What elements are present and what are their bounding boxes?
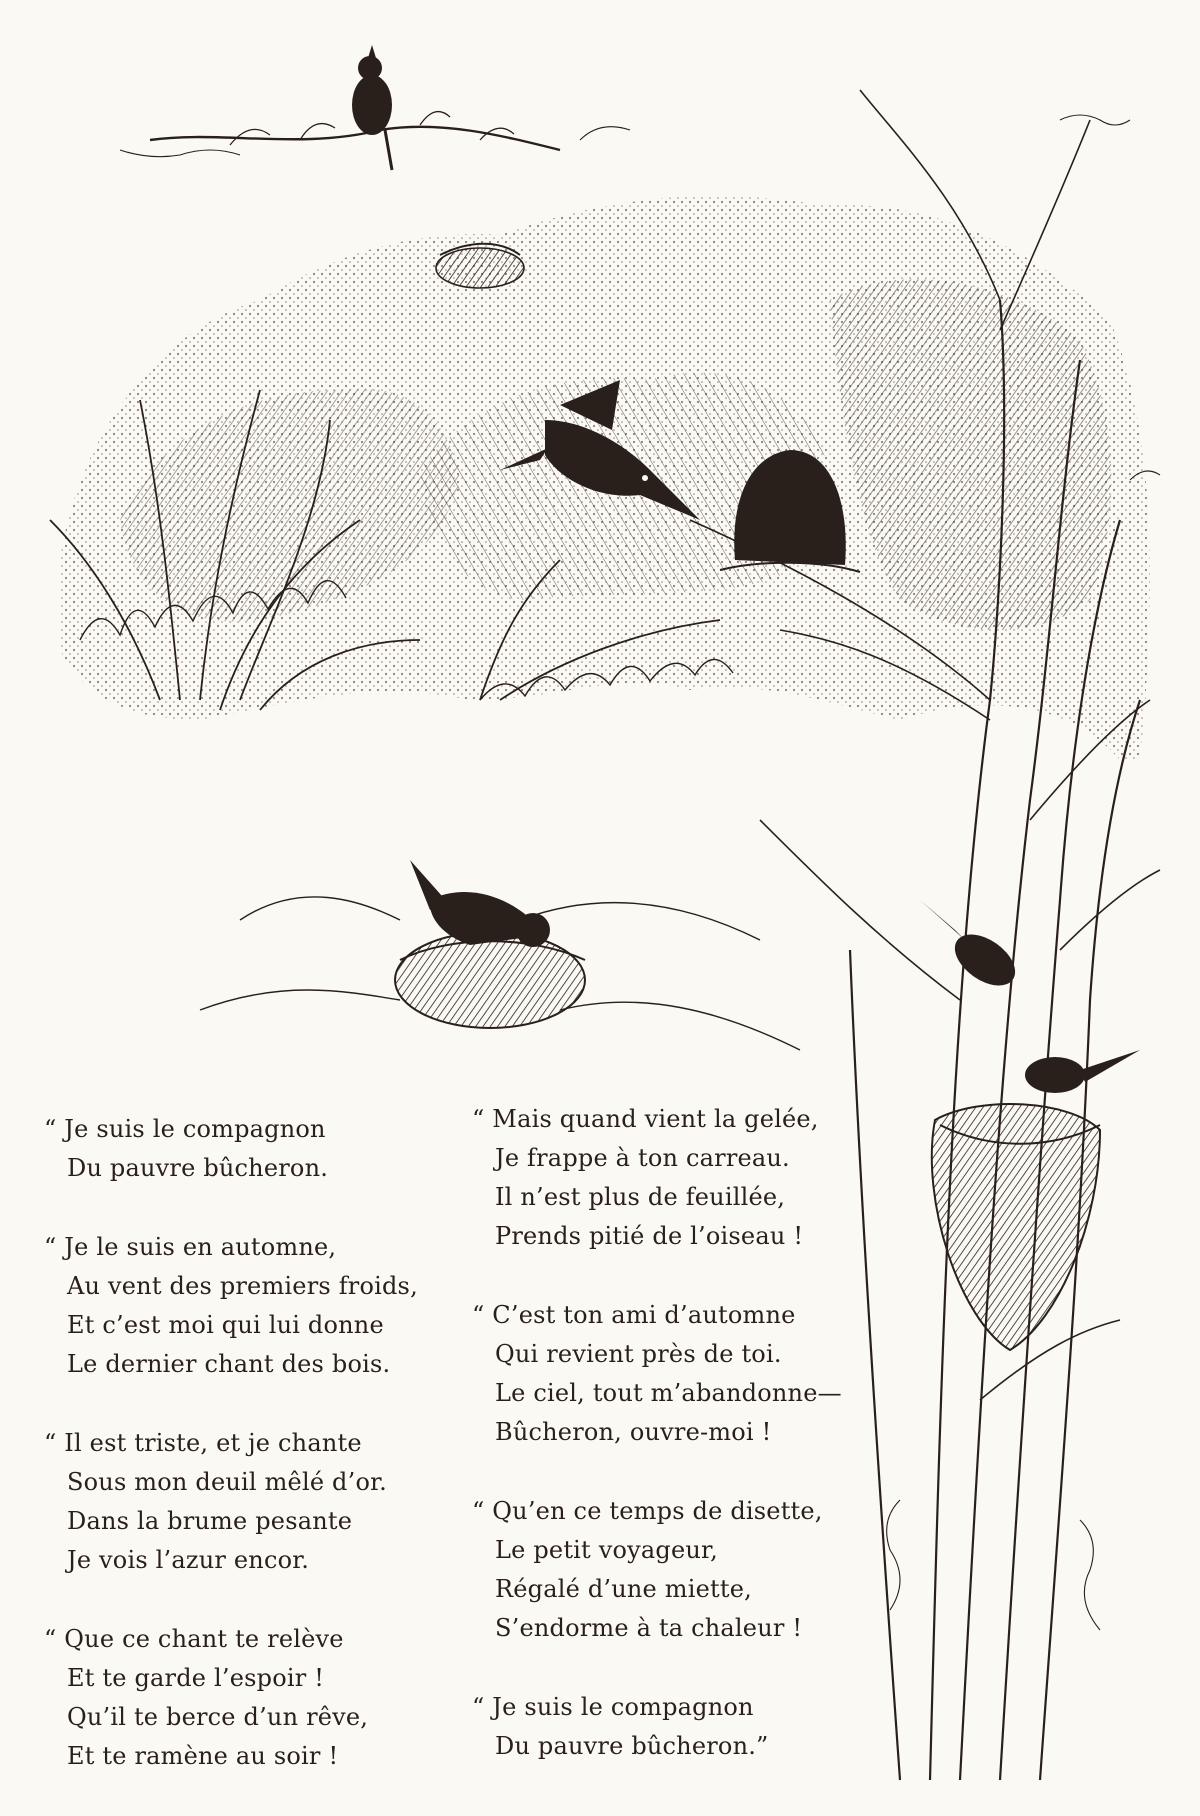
verse-line: Bûcheron, ouvre-moi ! [495, 1418, 772, 1446]
verse-line: Prends pitié de l’oiseau ! [495, 1222, 804, 1250]
verse-line: Et c’est moi qui lui donne [67, 1311, 384, 1339]
verse-line: Le dernier chant des bois. [67, 1350, 391, 1378]
stanza [44, 1110, 444, 1188]
verse-line: Le petit voyageur, [495, 1536, 718, 1564]
verse-line: “ Il est triste, et je chante [44, 1429, 362, 1457]
verse-line: “ Mais quand vient la gelée, [472, 1105, 819, 1133]
verse-line: “ Je le suis en automne, [44, 1233, 337, 1261]
verse-line: Du pauvre bûcheron.” [495, 1732, 769, 1760]
verse-line: Je frappe à ton carreau. [495, 1144, 790, 1172]
stanza [472, 1100, 872, 1256]
verse-line: Le ciel, tout m’abandonne— [495, 1379, 842, 1407]
verse-line: “ C’est ton ami d’automne [472, 1301, 796, 1329]
poem-right-column [472, 1100, 872, 1806]
verse-line: Je vois l’azur encor. [67, 1546, 310, 1574]
verse-line: Régalé d’une miette, [495, 1575, 752, 1603]
stanza [44, 1620, 444, 1776]
verse-line: S’endorme à ta chaleur ! [495, 1614, 803, 1642]
verse-line: “ Que ce chant te relève [44, 1625, 344, 1653]
stanza [44, 1424, 444, 1580]
verse-line: Qui revient près de toi. [495, 1340, 782, 1368]
stanza [472, 1492, 872, 1648]
stanza [44, 1228, 444, 1384]
stanza [472, 1688, 872, 1766]
verse-line: Et te ramène au soir ! [67, 1742, 339, 1770]
stanza [472, 1296, 872, 1452]
verse-line: Sous mon deuil mêlé d’or. [67, 1468, 387, 1496]
verse-line: Du pauvre bûcheron. [67, 1154, 329, 1182]
verse-line: “ Je suis le compagnon [472, 1693, 754, 1721]
poem-left-column [44, 1110, 444, 1816]
verse-line: Il n’est plus de feuillée, [495, 1183, 786, 1211]
verse-line: “ Je suis le compagnon [44, 1115, 326, 1143]
verse-line: “ Qu’en ce temps de disette, [472, 1497, 823, 1525]
verse-line: Au vent des premiers froids, [67, 1272, 418, 1300]
nest-with-birds-icon [200, 860, 800, 1050]
upper-nest-icon [436, 244, 524, 288]
reed-nest-icon [920, 900, 1140, 1350]
verse-line: Qu’il te berce d’un rêve, [67, 1703, 369, 1731]
verse-line: Dans la brume pesante [67, 1507, 353, 1535]
verse-line: Et te garde l’espoir ! [67, 1664, 325, 1692]
bird-on-branch-icon [150, 45, 560, 170]
